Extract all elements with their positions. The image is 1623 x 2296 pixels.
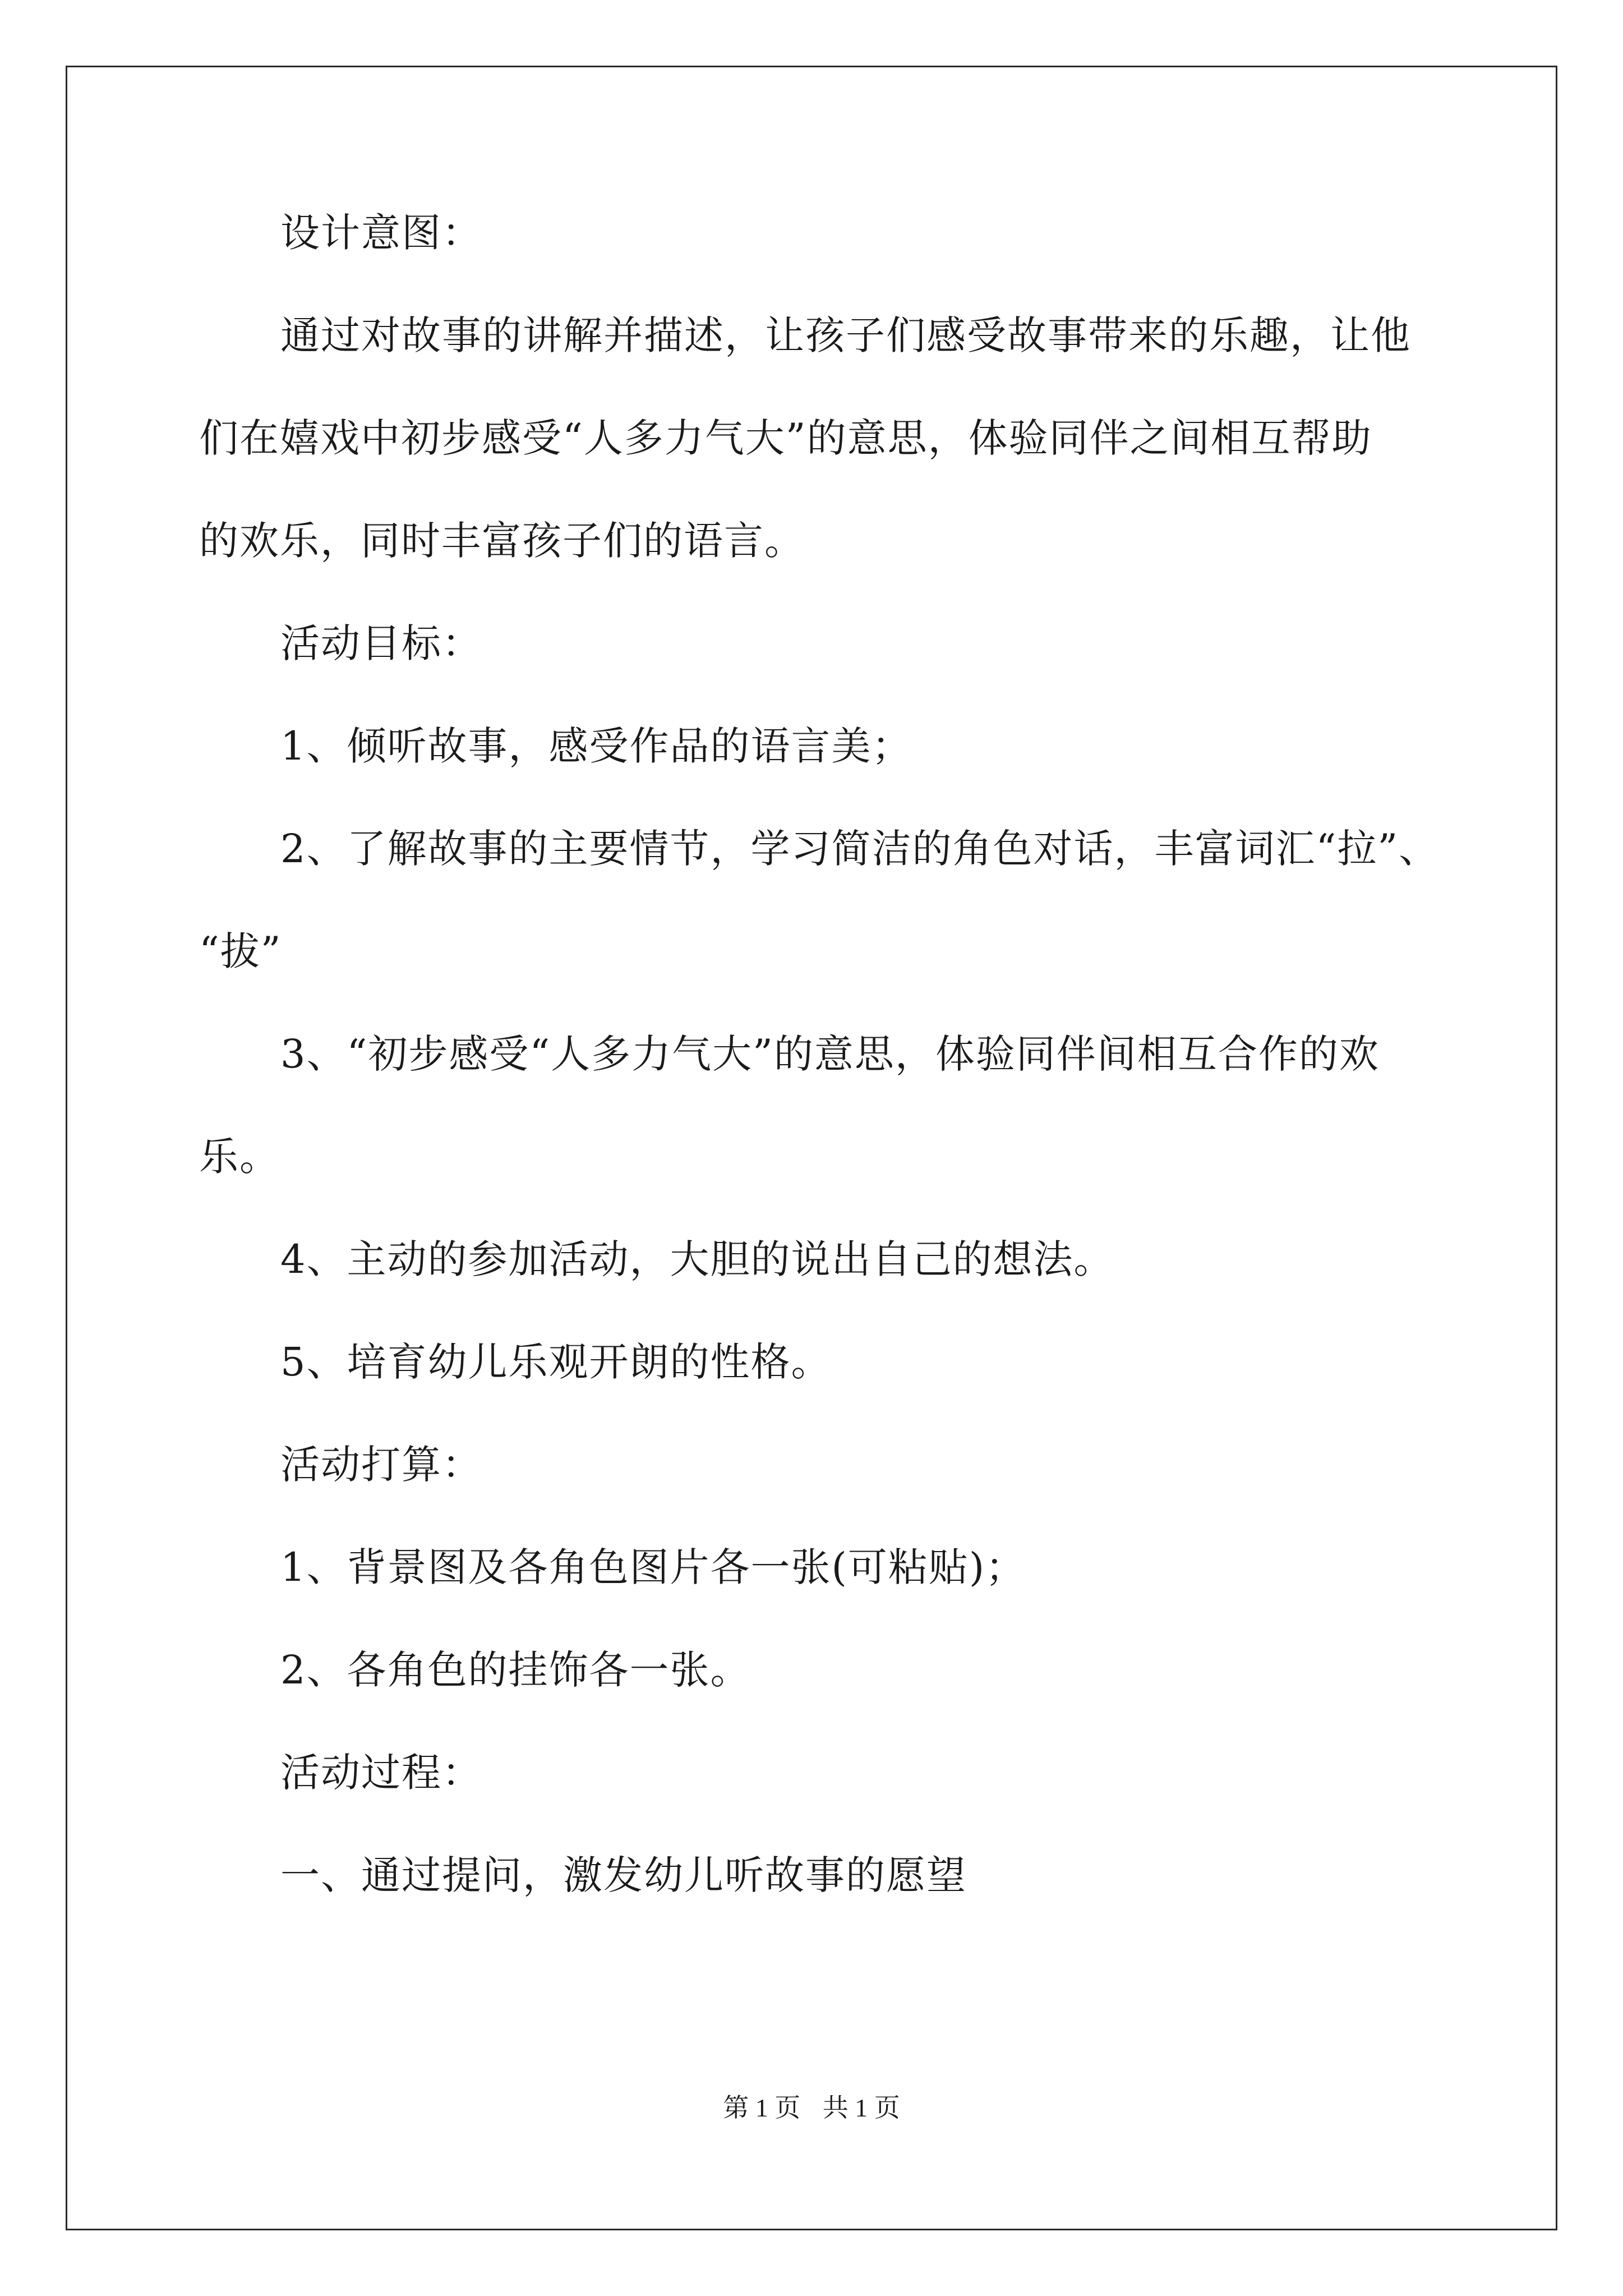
page-border (66, 66, 1557, 2230)
text-line: 的欢乐，同时丰富孩子们的语言。 (199, 518, 805, 564)
text-line: 活动过程： (280, 1750, 482, 1796)
text-line: “拔” (199, 928, 282, 974)
text-line: 乐。 (199, 1134, 280, 1180)
text-line: 设计意图： (280, 210, 482, 256)
text-line: 4、主动的参加活动，大胆的说出自己的想法。 (280, 1236, 1114, 1282)
page-footer (0, 2091, 1623, 2125)
text-line: 2、各角色的挂饰各一张。 (280, 1647, 751, 1693)
text-line: 们在嬉戏中初步感受“人多力气大”的意思，体验同伴之间相互帮助 (199, 415, 1372, 461)
text-line: 1、背景图及各角色图片各一张(可粘贴)； (280, 1544, 1026, 1590)
text-line: 活动目标： (280, 620, 482, 666)
text-line: 1、倾听故事，感受作品的语言美； (280, 723, 912, 769)
page-number-current: 第 1 页 (723, 2093, 801, 2122)
text-line: 通过对故事的讲解并描述，让孩子们感受故事带来的乐趣，让他 (280, 312, 1411, 358)
text-line: 5、培育幼儿乐观开朗的性格。 (280, 1339, 832, 1385)
text-line: 3、“初步感受“人多力气大”的意思，体验同伴间相互合作的欢 (280, 1031, 1380, 1077)
page-number-total: 共 1 页 (822, 2093, 900, 2122)
text-line: 活动打算： (280, 1442, 482, 1488)
text-line: 一、通过提问，激发幼儿听故事的愿望 (280, 1852, 967, 1898)
text-line: 2、了解故事的主要情节，学习简洁的角色对话，丰富词汇“拉”、 (280, 826, 1440, 872)
